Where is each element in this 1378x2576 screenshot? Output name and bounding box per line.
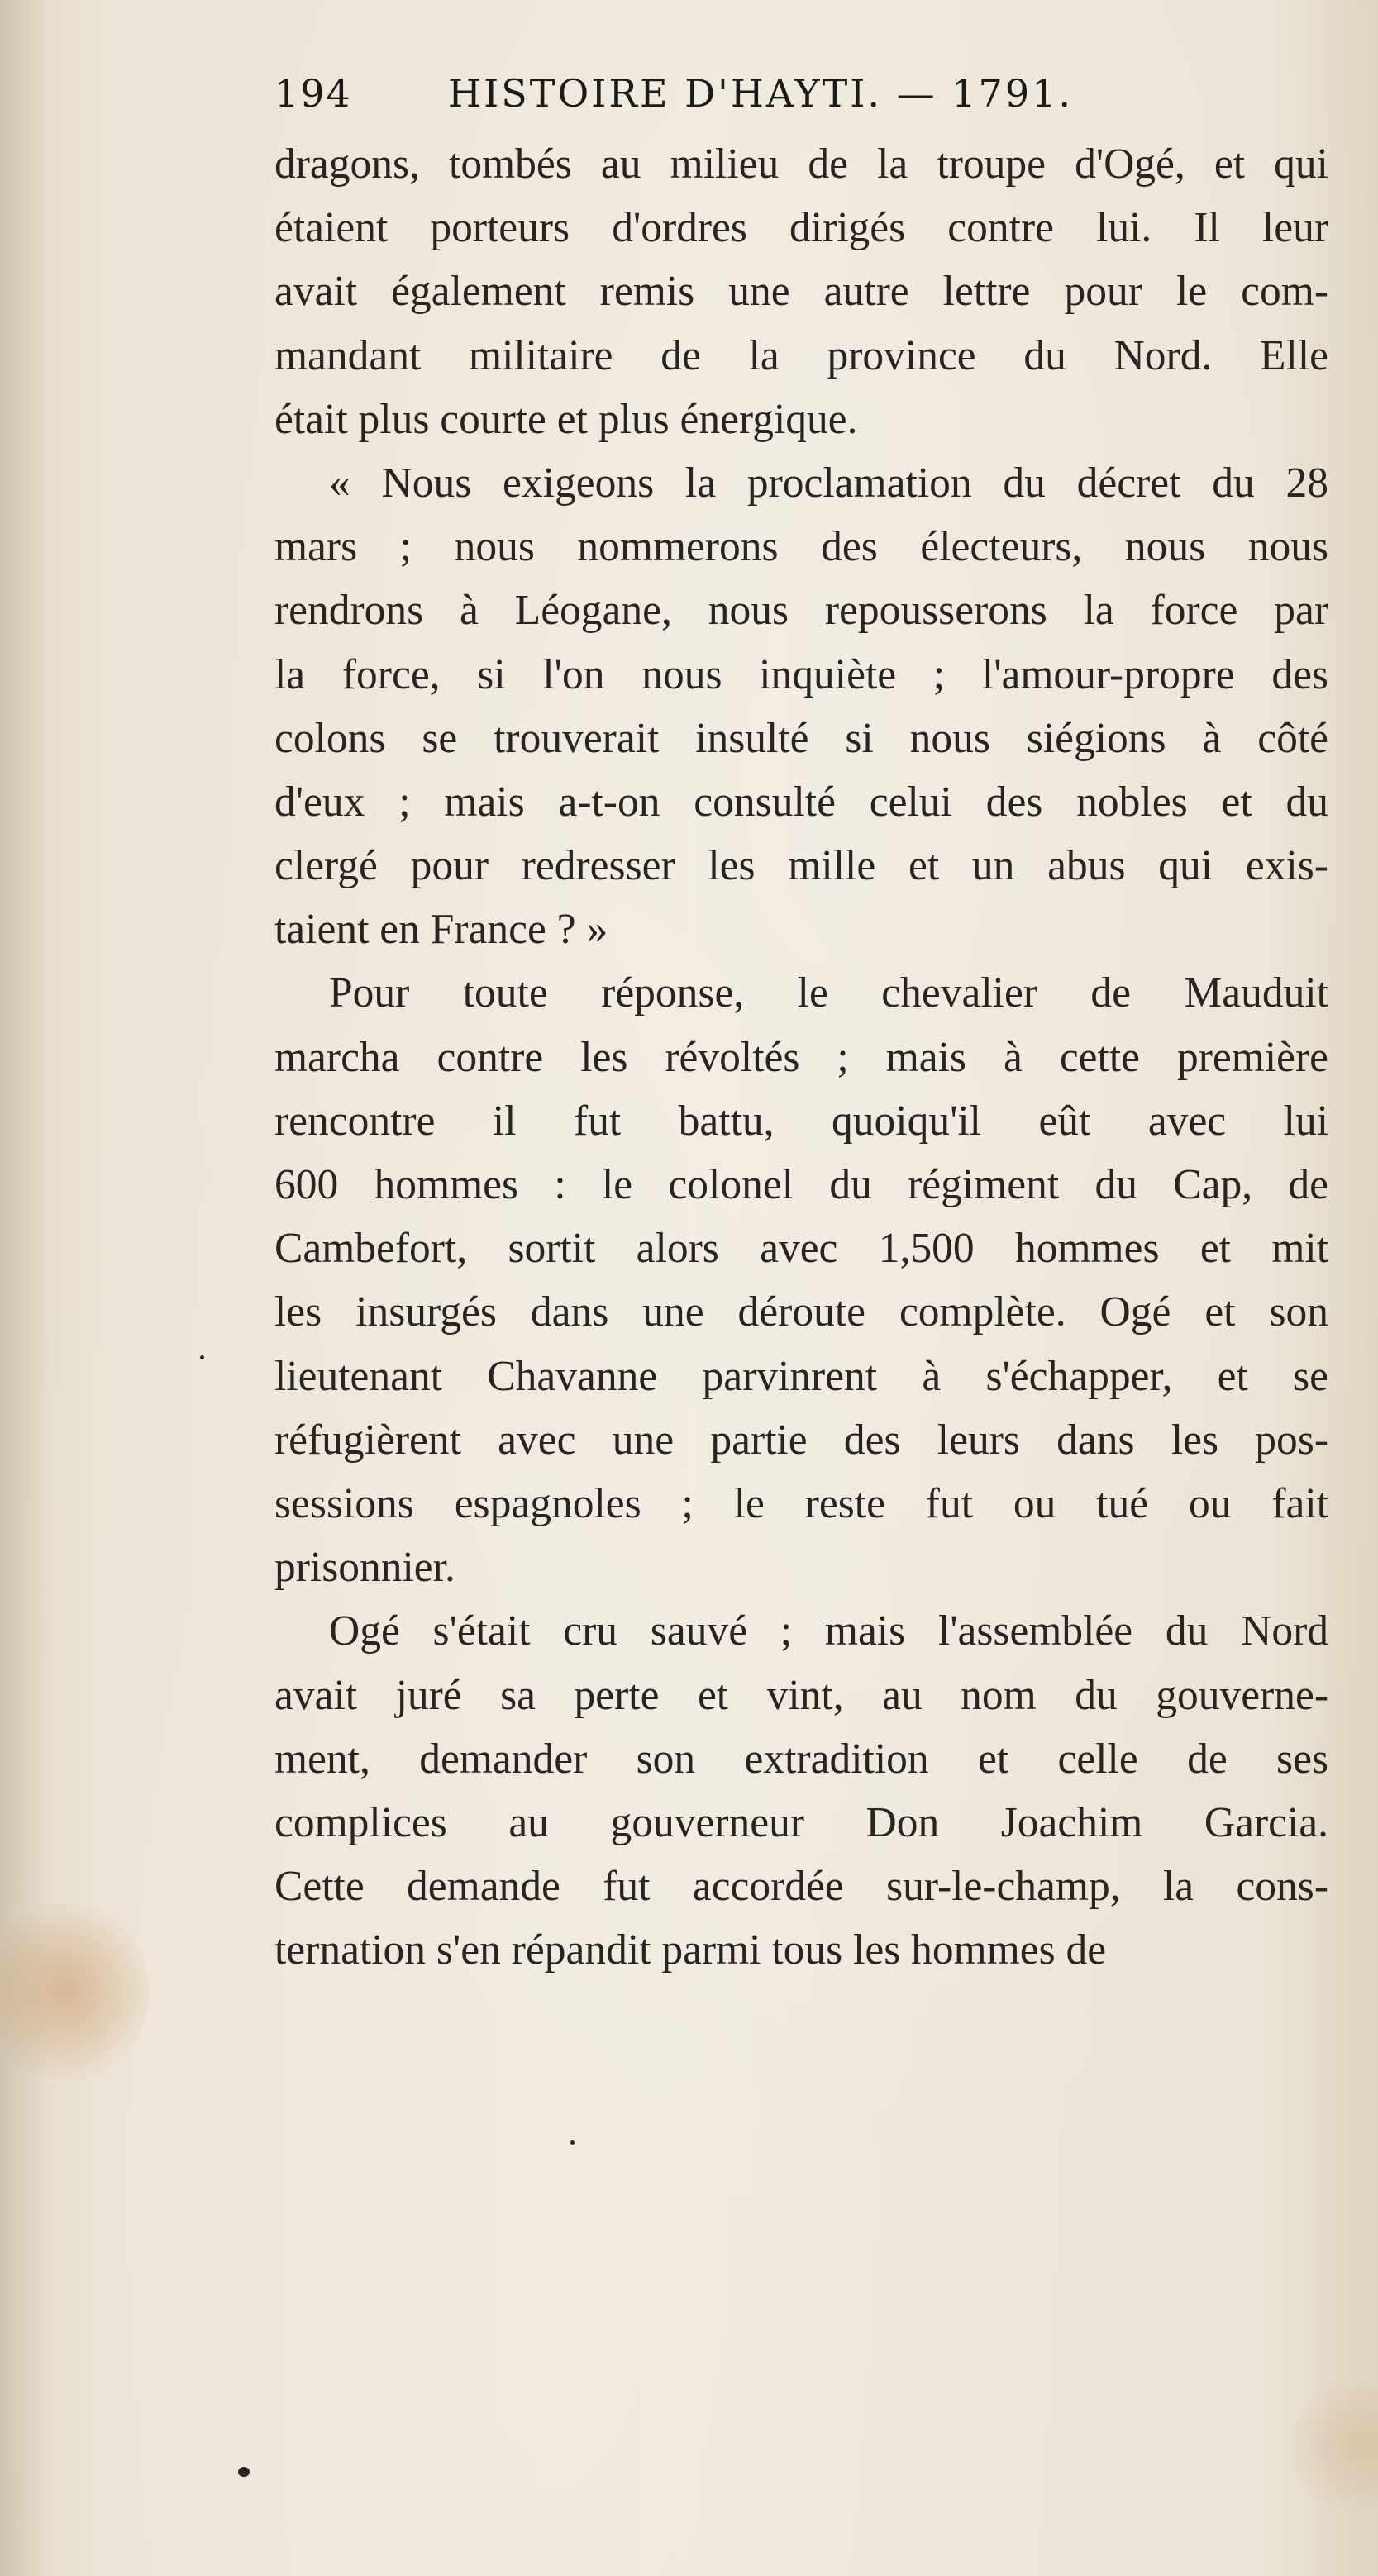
- text-line: ternation s'en répandit parmi tous les hommes de: [274, 1926, 1107, 1974]
- text-line: taient en France ? »: [274, 906, 608, 954]
- text-line: mars ; nous nommerons des électeurs, nous nous: [274, 523, 1328, 571]
- text-line: clergé pour redresser les mille et un abus qui exis-: [274, 842, 1328, 890]
- text-line: 600 hommes : le colonel du régiment du Cap, de: [274, 1161, 1328, 1208]
- foxing-stain: [0, 1901, 149, 2083]
- ink-speck: [570, 2140, 575, 2145]
- text-line: était plus courte et plus énergique.: [274, 395, 858, 443]
- text-line: colons se trouverait insulté si nous siégions à côté: [274, 714, 1328, 762]
- text-line: Ogé s'était cru sauvé ; mais l'assemblée du Nord: [329, 1607, 1328, 1655]
- text-line: la force, si l'on nous inquiète ; l'amour-propre des: [274, 650, 1328, 698]
- text-line: lieutenant Chavanne parvinrent à s'échapper, et se: [274, 1352, 1328, 1400]
- text-line: prisonnier.: [274, 1544, 455, 1592]
- body-text: [274, 132, 1328, 1982]
- paragraph: [274, 961, 1328, 1599]
- ink-speck: [238, 2467, 250, 2477]
- text-line: marcha contre les révoltés ; mais à cette première: [274, 1033, 1328, 1081]
- text-line: Pour toute réponse, le chevalier de Mauduit: [329, 969, 1328, 1017]
- text-line: réfugièrent avec une partie des leurs dans les pos-: [274, 1416, 1328, 1464]
- text-line: les insurgés dans une déroute complète. Ogé et son: [274, 1288, 1328, 1336]
- spine-shadow: [0, 0, 50, 2576]
- text-line: avait également remis une autre lettre pour le com-: [274, 268, 1328, 316]
- page-number: 194: [274, 71, 352, 116]
- ink-speck: [200, 1355, 204, 1359]
- paragraph: [274, 132, 1328, 451]
- foxing-stain: [1290, 2380, 1378, 2512]
- text-line: avait juré sa perte et vint, au nom du gouverne-: [274, 1671, 1328, 1719]
- page-header: [274, 71, 1333, 124]
- text-line: mandant militaire de la province du Nord. Elle: [274, 331, 1328, 379]
- text-line: ment, demander son extradition et celle de ses: [274, 1735, 1328, 1783]
- text-line: Cambefort, sortit alors avec 1,500 hommes et mit: [274, 1225, 1328, 1273]
- paragraph: [274, 1599, 1328, 1982]
- text-line: complices au gouverneur Don Joachim Garcia.: [274, 1798, 1328, 1846]
- paragraph: [274, 451, 1328, 962]
- text-line: « Nous exigeons la proclamation du décret du 28: [329, 459, 1328, 507]
- text-line: dragons, tombés au milieu de la troupe d'Ogé, et qui: [274, 140, 1328, 188]
- text-line: sessions espagnoles ; le reste fut ou tué ou fait: [274, 1479, 1328, 1527]
- text-line: rendrons à Léogane, nous repousserons la force par: [274, 587, 1328, 635]
- text-line: rencontre il fut battu, quoiqu'il eût avec lui: [274, 1097, 1328, 1145]
- text-line: Cette demande fut accordée sur-le-champ, la cons-: [274, 1863, 1328, 1911]
- text-line: d'eux ; mais a-t-on consulté celui des nobles et du: [274, 778, 1328, 826]
- text-line: étaient porteurs d'ordres dirigés contre lui. Il leur: [274, 204, 1328, 252]
- running-head: HISTOIRE D'HAYTI. — 1791.: [448, 71, 1073, 116]
